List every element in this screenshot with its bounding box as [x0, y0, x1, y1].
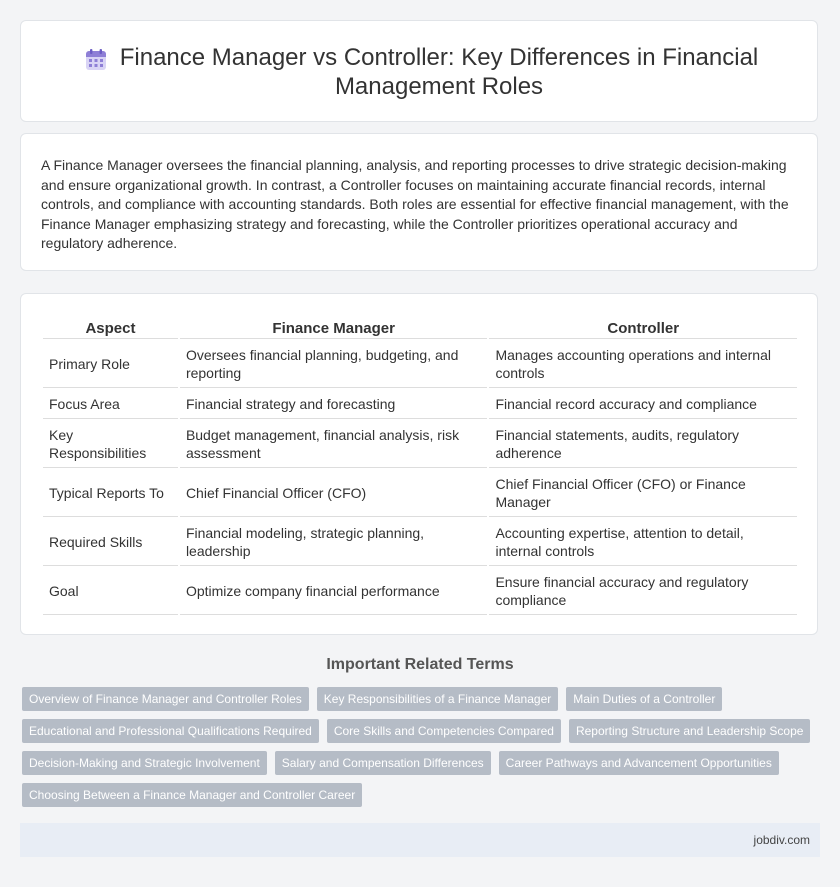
related-term-tag[interactable]: Salary and Compensation Differences — [275, 751, 491, 775]
header-finance-manager: Finance Manager — [180, 318, 488, 339]
intro-card — [20, 133, 818, 271]
footer — [20, 823, 820, 857]
row-aspect: Typical Reports To — [43, 470, 178, 517]
row-finance-manager: Budget management, financial analysis, risk assessment — [180, 421, 488, 468]
row-aspect: Primary Role — [43, 341, 178, 388]
row-controller: Accounting expertise, attention to detail, internal controls — [489, 519, 797, 566]
related-terms-list — [22, 687, 822, 815]
row-aspect: Required Skills — [43, 519, 178, 566]
page-title: Finance Manager vs Controller: Key Differences in Financial Management Roles — [119, 44, 759, 100]
table-row — [43, 470, 797, 517]
row-controller: Ensure financial accuracy and regulatory compliance — [489, 568, 797, 615]
related-term-tag[interactable]: Core Skills and Competencies Compared — [327, 719, 561, 743]
table-row — [43, 519, 797, 566]
table-row — [43, 341, 797, 388]
row-finance-manager: Chief Financial Officer (CFO) — [180, 470, 488, 517]
table-row — [43, 421, 797, 468]
related-term-tag[interactable]: Reporting Structure and Leadership Scope — [569, 719, 810, 743]
header-card — [20, 20, 818, 122]
row-controller: Financial statements, audits, regulatory adherence — [489, 421, 797, 468]
footer-site-link[interactable]: jobdiv.com — [753, 833, 810, 847]
row-controller: Chief Financial Officer (CFO) or Finance Manager — [489, 470, 797, 517]
related-term-tag[interactable]: Decision-Making and Strategic Involvement — [22, 751, 267, 775]
header-aspect: Aspect — [43, 318, 178, 339]
related-term-tag[interactable]: Educational and Professional Qualifications Required — [22, 719, 319, 743]
row-finance-manager: Oversees financial planning, budgeting, and reporting — [180, 341, 488, 388]
intro-paragraph: A Finance Manager oversees the financial planning, analysis, and reporting processes to drive strategic decision-making and ensure organizational growth. In contrast, a Controller focuses on maintaining accurate financial records, internal controls, and compliance with accounting standards. Both roles are essential for effective financial management, with the Finance Manager emphasizing strategy and forecasting, while the Controller prioritizes operational accuracy and regulatory adherence. — [41, 157, 789, 251]
table-row — [43, 568, 797, 615]
row-finance-manager: Optimize company financial performance — [180, 568, 488, 615]
row-finance-manager: Financial strategy and forecasting — [180, 390, 488, 419]
row-finance-manager: Financial modeling, strategic planning, leadership — [180, 519, 488, 566]
row-controller: Manages accounting operations and internal controls — [489, 341, 797, 388]
related-term-tag[interactable]: Key Responsibilities of a Finance Manager — [317, 687, 558, 711]
table-header-row — [43, 318, 797, 339]
comparison-table-card — [20, 293, 818, 635]
row-aspect: Goal — [43, 568, 178, 615]
header-controller: Controller — [489, 318, 797, 339]
related-terms-title: Important Related Terms — [326, 656, 514, 673]
row-aspect: Key Responsibilities — [43, 421, 178, 468]
row-controller: Financial record accuracy and compliance — [489, 390, 797, 419]
related-term-tag[interactable]: Overview of Finance Manager and Controller Roles — [22, 687, 309, 711]
comparison-table — [41, 316, 799, 617]
related-term-tag[interactable]: Career Pathways and Advancement Opportunities — [499, 751, 779, 775]
table-row — [43, 390, 797, 419]
row-aspect: Focus Area — [43, 390, 178, 419]
related-term-tag[interactable]: Main Duties of a Controller — [566, 687, 722, 711]
related-term-tag[interactable]: Choosing Between a Finance Manager and Controller Career — [22, 783, 362, 807]
